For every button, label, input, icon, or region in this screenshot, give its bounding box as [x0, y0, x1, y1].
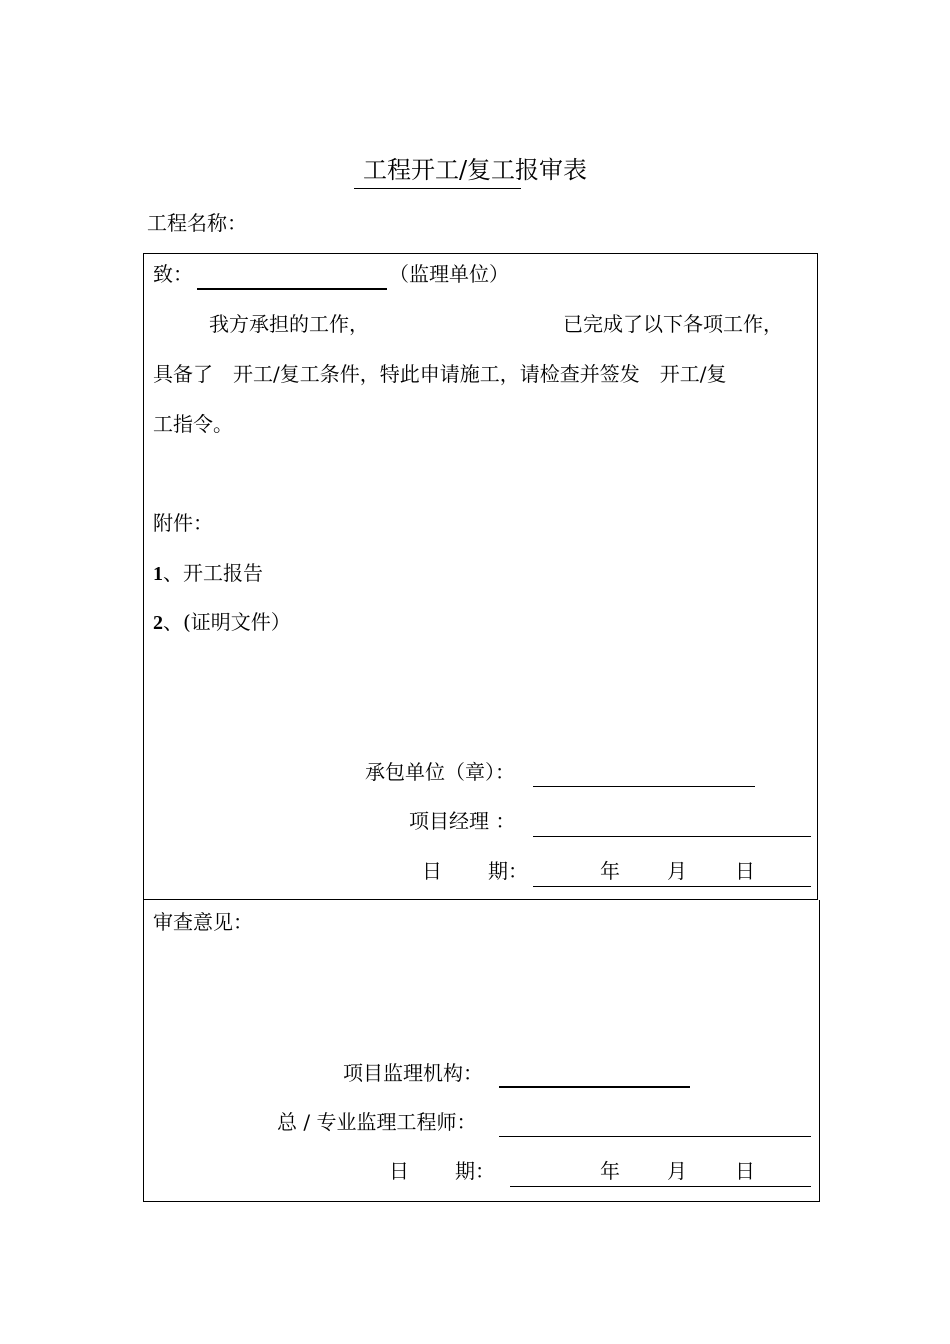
attachment-number: 1 — [153, 563, 163, 585]
date-label-period: 期： — [488, 859, 528, 883]
supervisor-unit-field[interactable] — [197, 288, 387, 290]
supervising-engineer-label: 总 / 专业监理工程师： — [277, 1110, 477, 1134]
day-label: 日 — [735, 1159, 755, 1183]
attachment-item — [153, 558, 263, 589]
project-name-label: 工程名称： — [147, 211, 247, 235]
supervising-engineer-field[interactable] — [499, 1136, 811, 1137]
date-field[interactable] — [533, 886, 811, 887]
to-label: 致： — [153, 262, 193, 286]
date-label-day-char: 日 — [422, 859, 442, 883]
month-label: 月 — [667, 1159, 687, 1183]
attachments-label: 附件： — [153, 511, 213, 535]
year-label: 年 — [600, 1159, 620, 1183]
supervision-org-label: 项目监理机构： — [343, 1061, 483, 1085]
supervision-org-field[interactable] — [499, 1086, 690, 1088]
project-manager-label: 项目经理 ： — [409, 809, 516, 833]
month-label: 月 — [667, 859, 687, 883]
date-label-period: 期： — [455, 1159, 495, 1183]
paragraph-line-3: 工指令。 — [153, 412, 233, 436]
date-field[interactable] — [510, 1186, 811, 1187]
attachment-item — [153, 607, 291, 638]
review-opinion-label: 审查意见： — [153, 910, 253, 934]
title-underline — [354, 188, 521, 189]
form-title: 工程开工/复工报审表 — [362, 156, 588, 184]
attachment-text: 、(证明文件） — [163, 610, 291, 634]
supervisor-unit-label: （监理单位） — [389, 262, 509, 286]
attachment-text: 、开工报告 — [163, 561, 263, 585]
paragraph-part-b: 已完成了以下各项工作， — [563, 312, 783, 336]
project-manager-field[interactable] — [533, 836, 811, 837]
date-label-day-char: 日 — [389, 1159, 409, 1183]
contractor-label: 承包单位（章）： — [365, 760, 515, 784]
year-label: 年 — [600, 859, 620, 883]
paragraph-line-2: 具备了 开工/复工条件，特此申请施工，请检查并签发 开工/复 — [153, 362, 727, 386]
day-label: 日 — [735, 859, 755, 883]
paragraph-part-a: 我方承担的工作， — [209, 312, 369, 336]
contractor-field[interactable] — [533, 786, 755, 787]
attachment-number: 2 — [153, 612, 163, 634]
